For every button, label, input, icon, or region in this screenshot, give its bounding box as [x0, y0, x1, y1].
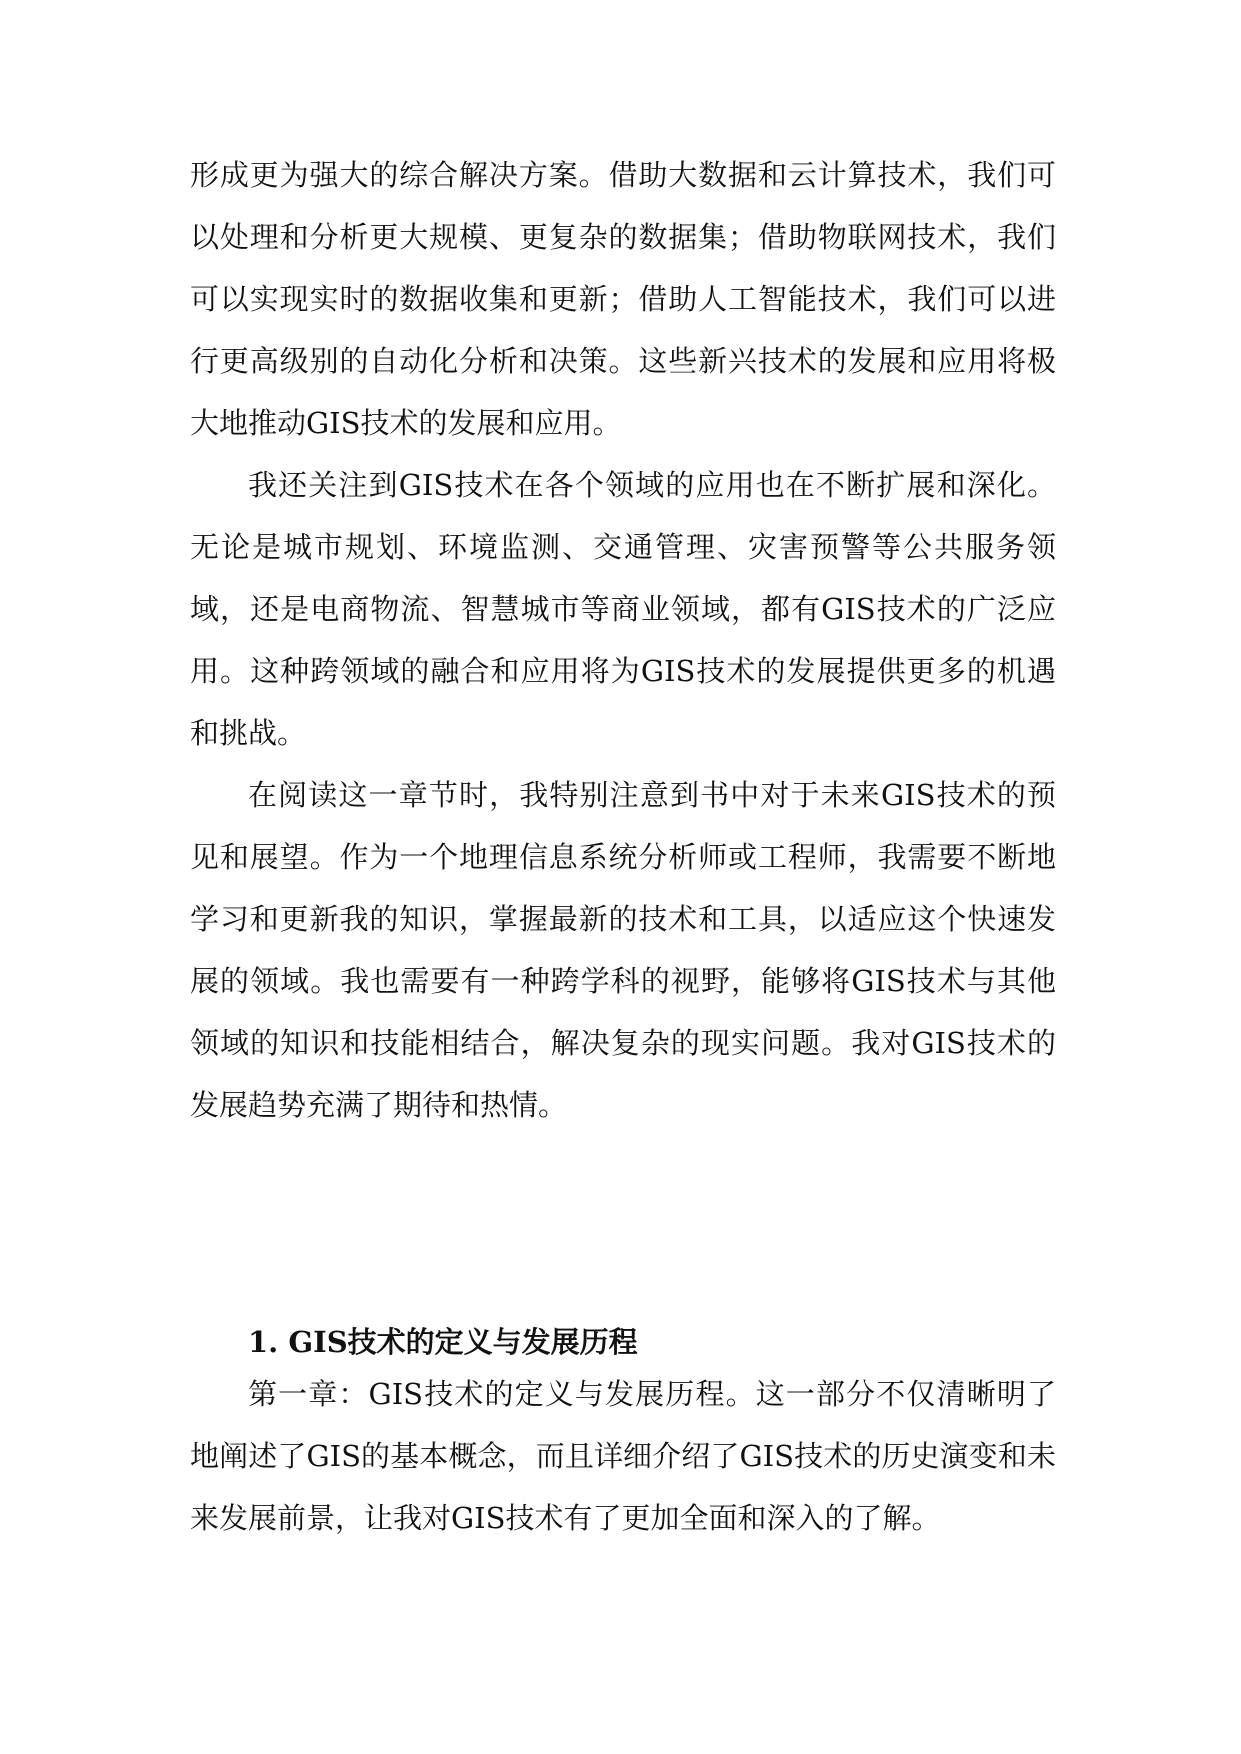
- body-text-top: [190, 144, 1056, 1136]
- paragraph-chapter-one: 第一章：GIS技术的定义与发展历程。这一部分不仅清晰明了地阐述了GIS的基本概念，而且详细介绍了GIS技术的历史演变和未来发展前景，让我对GIS技术有了更加全面和深入的了解。: [190, 1377, 1056, 1535]
- paragraph-gis-applications: 我还关注到GIS技术在各个领域的应用也在不断扩展和深化。无论是城市规划、环境监测、交通管理、灾害预警等公共服务领域，还是电商物流、智慧城市等商业领域，都有GIS技术的广泛应用。这种跨领域的融合和应用将为GIS技术的发展提供更多的机遇和挑战。: [190, 468, 1056, 750]
- body-text-bottom: [190, 1363, 1056, 1549]
- section-heading: 1. GIS技术的定义与发展历程: [248, 1325, 638, 1359]
- paragraph-future-outlook: 在阅读这一章节时，我特别注意到书中对于未来GIS技术的预见和展望。作为一个地理信息系统分析师或工程师，我需要不断地学习和更新我的知识，掌握最新的技术和工具，以适应这个快速发展的领域。我也需要有一种跨学科的视野，能够将GIS技术与其他领域的知识和技能相结合，解决复杂的现实问题。我对GIS技术的发展趋势充满了期待和热情。: [190, 778, 1056, 1122]
- paragraph-continuation: 形成更为强大的综合解决方案。借助大数据和云计算技术，我们可以处理和分析更大规模、更复杂的数据集；借助物联网技术，我们可以实现实时的数据收集和更新；借助人工智能技术，我们可以进行更高级别的自动化分析和决策。这些新兴技术的发展和应用将极大地推动GIS技术的发展和应用。: [190, 158, 1056, 440]
